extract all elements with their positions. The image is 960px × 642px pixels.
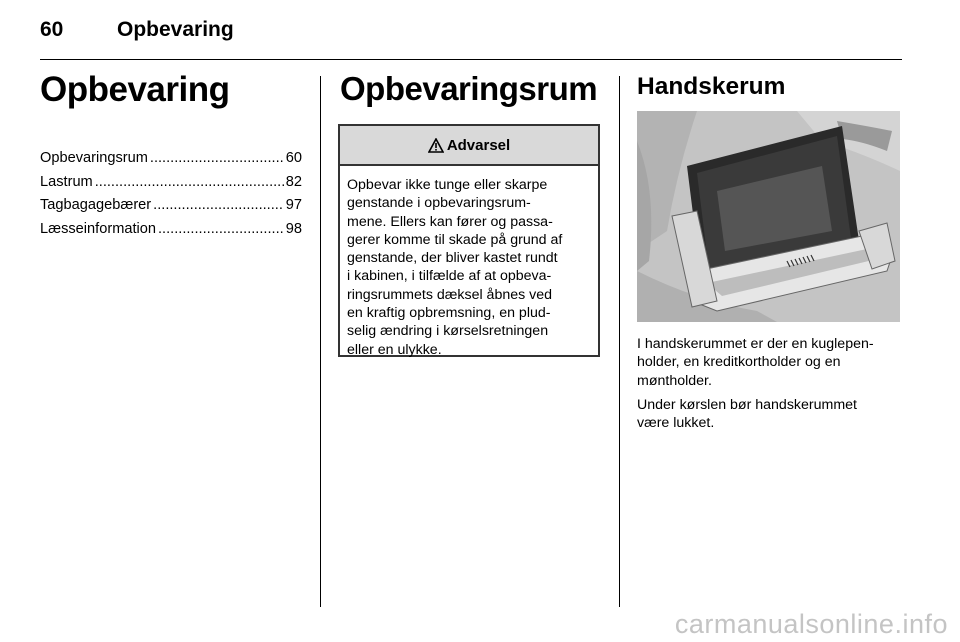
toc-label: Læsseinformation bbox=[40, 220, 156, 237]
warning-line: mene. Ellers kan fører og passa- bbox=[347, 213, 553, 230]
text-line: holder, en kreditkortholder og en bbox=[637, 354, 841, 371]
glovebox-illustration bbox=[637, 111, 900, 322]
toc-label: Tagbagagebærer bbox=[40, 197, 152, 213]
glovebox-text bbox=[637, 335, 905, 438]
glovebox-title: Handskerum bbox=[637, 73, 786, 100]
toc-label: Lastrum bbox=[40, 173, 93, 190]
column-divider bbox=[619, 76, 620, 607]
warning-line: en kraftig opbremsning, en plud- bbox=[347, 305, 551, 322]
warning-text bbox=[340, 166, 598, 359]
table-of-contents bbox=[40, 150, 302, 244]
toc-entry[interactable] bbox=[40, 197, 302, 221]
toc-leader bbox=[158, 221, 284, 237]
toc-label: Opbevaringsrum bbox=[40, 150, 148, 166]
column-divider bbox=[320, 76, 321, 607]
toc-leader bbox=[95, 174, 284, 190]
toc-page: 97 bbox=[285, 197, 302, 213]
toc-entry[interactable] bbox=[40, 221, 302, 245]
text-line: Under kørslen bør handskerummet bbox=[637, 396, 857, 413]
watermark: carmanualsonline.info bbox=[674, 609, 948, 639]
text-line: møntholder. bbox=[637, 372, 712, 389]
warning-box bbox=[338, 124, 600, 357]
page-number: 60 bbox=[40, 18, 64, 41]
toc-entry[interactable] bbox=[40, 150, 302, 174]
paragraph bbox=[637, 396, 905, 433]
warning-line: eller en ulykke. bbox=[347, 341, 442, 358]
toc-leader bbox=[150, 150, 284, 166]
toc-entry[interactable] bbox=[40, 174, 302, 198]
warning-line: genstande, der bliver kastet rundt bbox=[347, 250, 558, 267]
toc-page: 98 bbox=[285, 220, 302, 237]
text-line: være lukket. bbox=[637, 415, 715, 432]
glovebox-drawing bbox=[637, 111, 900, 322]
warning-line: i kabinen, i tilfælde af at opbeva- bbox=[347, 268, 552, 285]
running-title: Opbevaring bbox=[117, 18, 234, 41]
warning-triangle-icon bbox=[428, 138, 444, 153]
warning-heading bbox=[340, 126, 598, 166]
warning-line: gerer komme til skade på grund af bbox=[347, 231, 563, 248]
paragraph bbox=[637, 335, 905, 390]
warning-line: selig ændring i kørselsretningen bbox=[347, 323, 549, 340]
storage-title: Opbevaringsrum bbox=[340, 70, 598, 107]
warning-line: ringsrummets dæksel åbnes ved bbox=[347, 286, 553, 303]
warning-line: genstande i opbevaringsrum- bbox=[347, 195, 531, 212]
header-rule bbox=[40, 59, 902, 60]
toc-page: 60 bbox=[285, 150, 302, 166]
text-line: I handskerummet er der en kuglepen- bbox=[637, 336, 874, 352]
warning-line: Opbevar ikke tunge eller skarpe bbox=[347, 177, 548, 193]
section-title: Opbevaring bbox=[40, 70, 230, 109]
toc-leader bbox=[153, 197, 284, 213]
toc-page: 82 bbox=[285, 173, 302, 190]
page-header bbox=[0, 0, 960, 60]
warning-heading-text: Advarsel bbox=[446, 136, 511, 154]
